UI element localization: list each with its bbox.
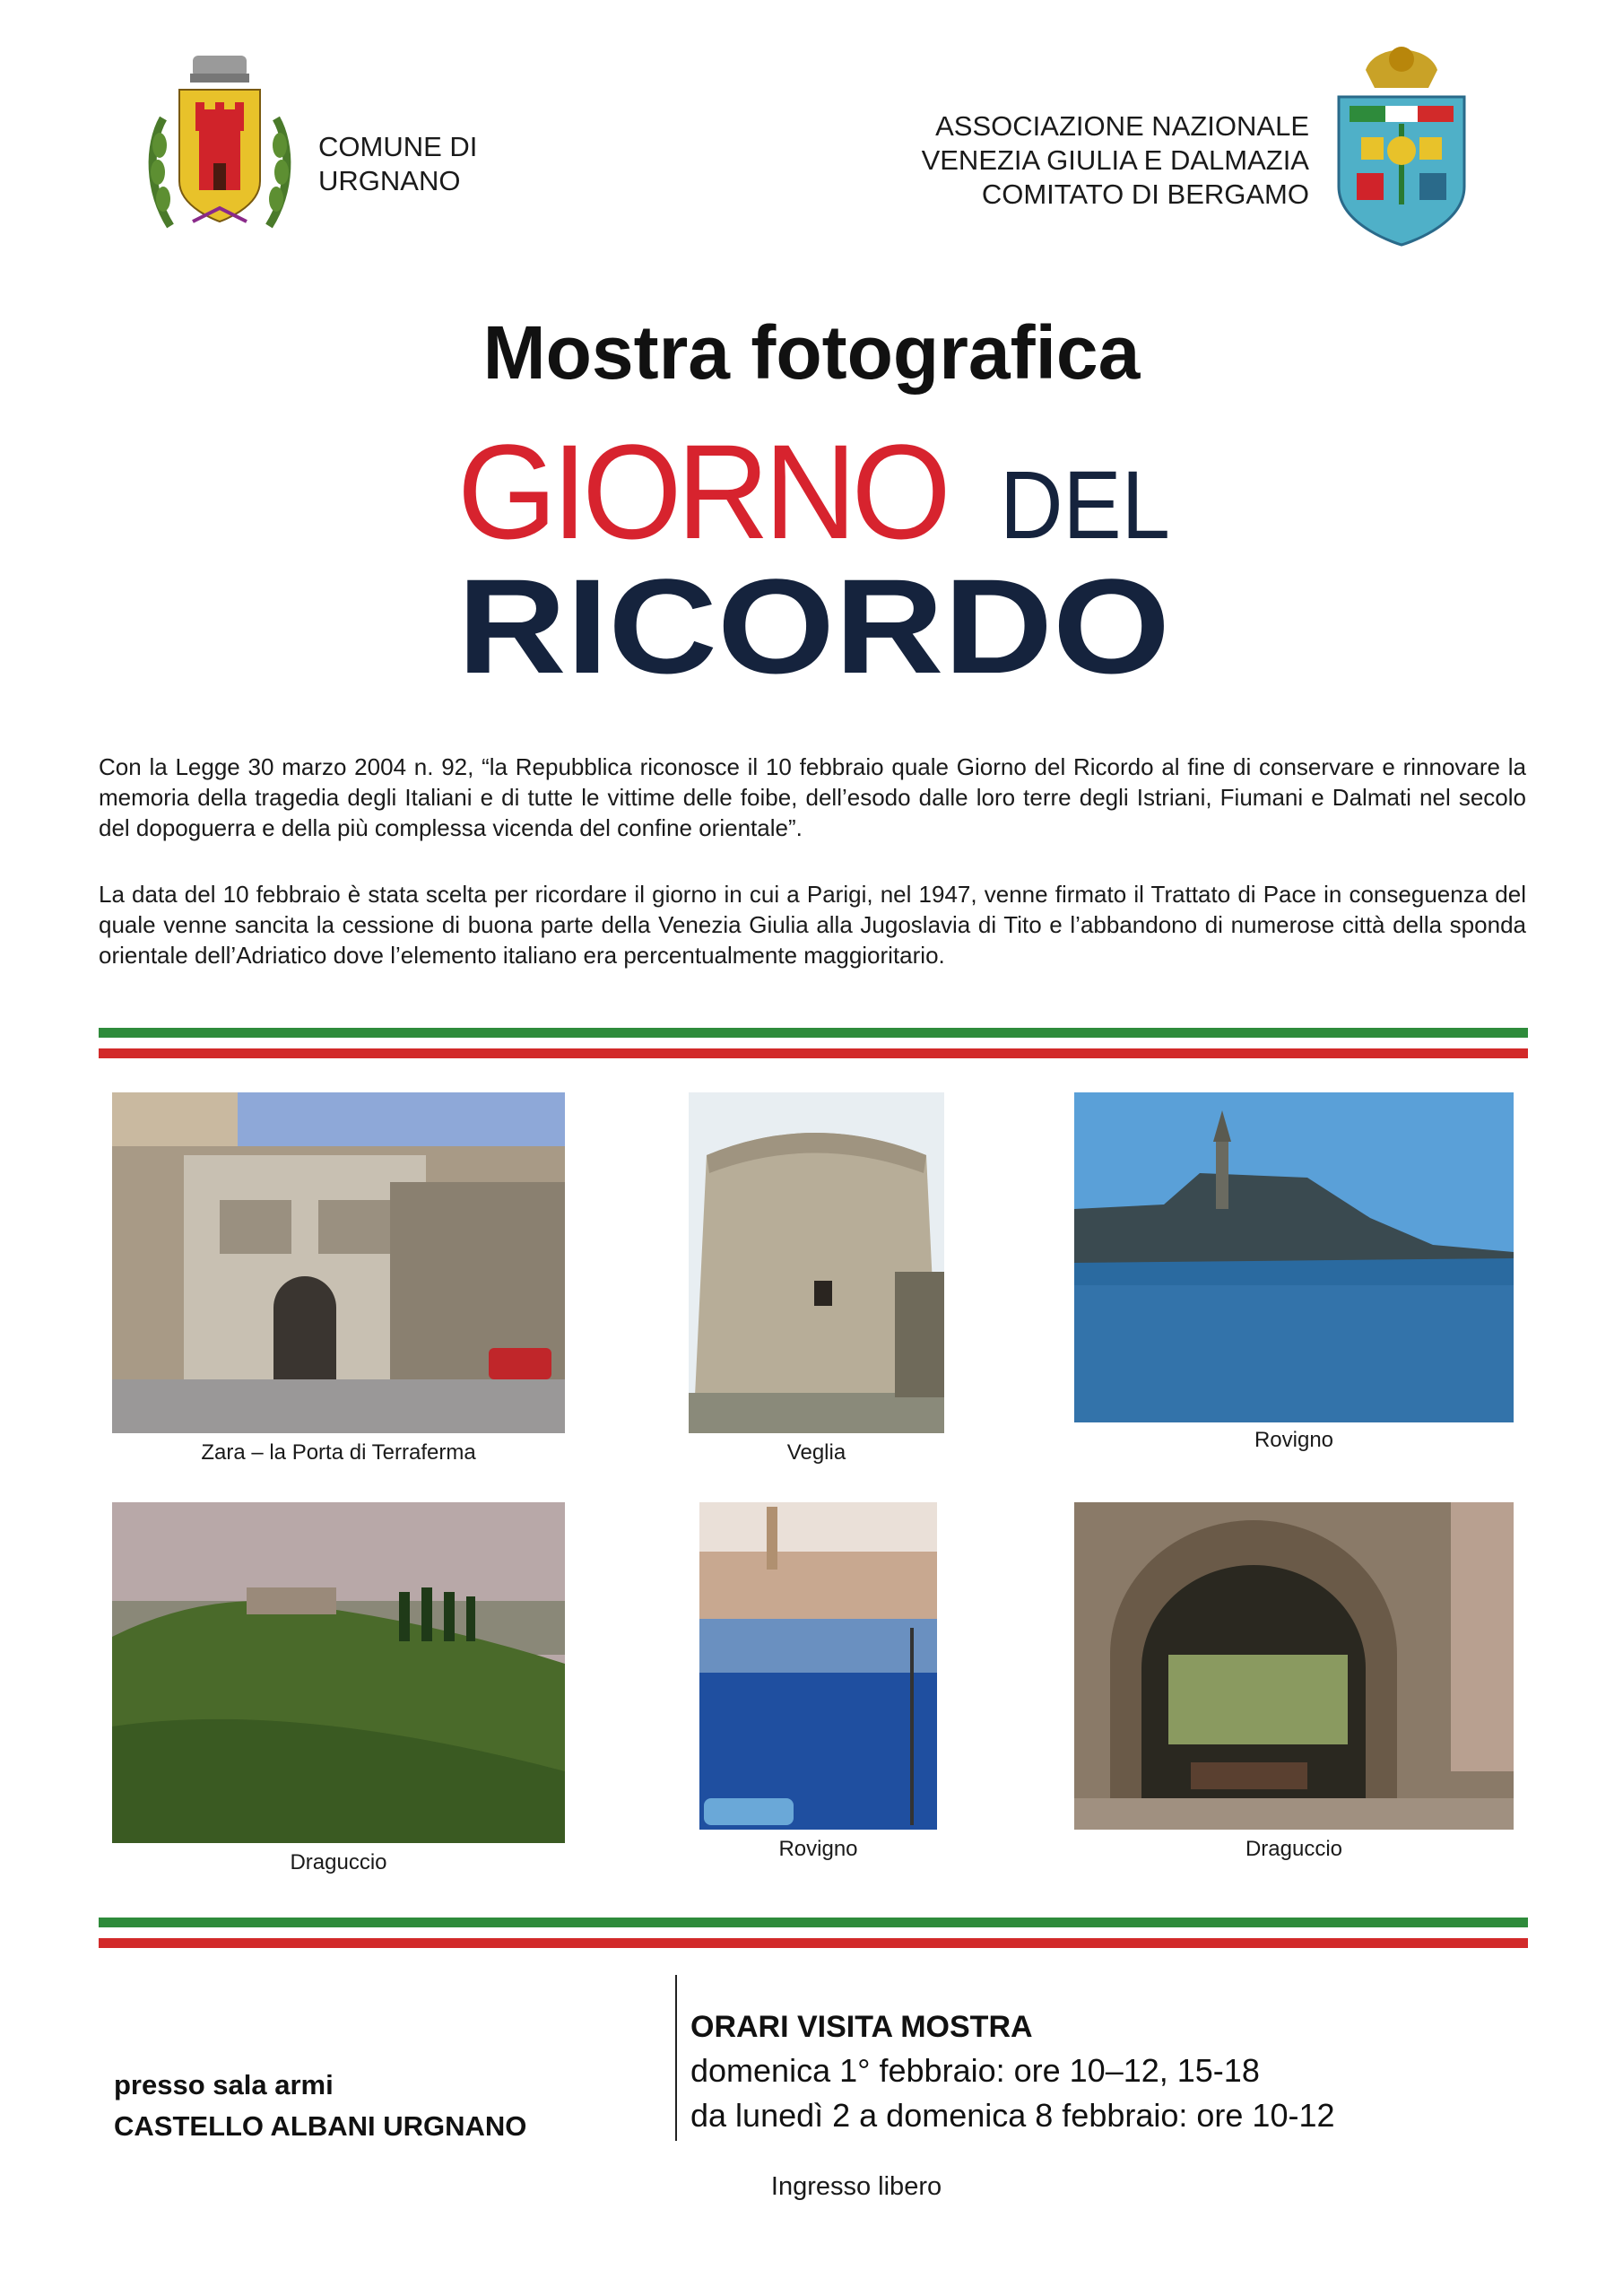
page-title: Mostra fotografica	[482, 310, 1141, 395]
municipality-line1: COMUNE DI	[318, 131, 478, 162]
hours-line-1: domenica 1° febbraio: ore 10–12, 15-18	[690, 2052, 1260, 2089]
svg-text:GIORNO: GIORNO	[457, 416, 946, 567]
tricolor-divider-bottom	[99, 1918, 1528, 1953]
association-line1: ASSOCIAZIONE NAZIONALE	[935, 110, 1309, 142]
svg-text:DEL: DEL	[1000, 450, 1170, 559]
municipality-crest-icon	[143, 47, 296, 239]
svg-text:RICORDO: RICORDO	[457, 551, 1170, 691]
venue-line1: presso sala armi	[114, 2069, 334, 2100]
venue	[114, 2065, 526, 2147]
giorno-del-ricordo-logo	[233, 404, 1399, 691]
entry-note: Ingresso libero	[770, 2172, 942, 2201]
photo-caption-zara: Zara – la Porta di Terraferma	[201, 1440, 476, 1465]
tricolor-divider-top	[99, 1028, 1528, 1064]
association-crest-icon	[1330, 34, 1473, 249]
photo-rovigno-waterfront	[1074, 1092, 1514, 1422]
association-name	[861, 109, 1309, 212]
photo-caption-draguccio-1: Draguccio	[290, 1850, 387, 1874]
municipality-line2: URGNANO	[318, 165, 461, 196]
date-paragraph: La data del 10 febbraio è stata scelta per ricordare il giorno in cui a Parigi, nel 1947, venne firmato il Trattato di Pace in conseguenza del quale venne sancita la cessione di buona parte della Venezia Giulia alla Jugoslavia di Tito e l’abbandono di numerose città della sponda orientale dell’Adriatico dove l’elemento italiano era percentualmente maggioritario.	[99, 881, 1526, 969]
photo-zara-gate	[112, 1092, 565, 1433]
venue-line2: CASTELLO ALBANI URGNANO	[114, 2110, 527, 2142]
photo-rovigno-harbour	[699, 1502, 937, 1830]
photo-caption-rovigno-1: Rovigno	[1254, 1428, 1334, 1452]
photo-caption-rovigno-2: Rovigno	[778, 1837, 858, 1861]
footer-divider	[675, 1975, 677, 2141]
association-line2: VENEZIA GIULIA E DALMAZIA	[921, 144, 1309, 176]
hours-title: ORARI VISITA MOSTRA	[690, 2010, 1033, 2044]
photo-draguccio-landscape	[112, 1502, 565, 1843]
hours-line-2: da lunedì 2 a domenica 8 febbraio: ore 10-12	[690, 2097, 1335, 2134]
photo-draguccio-arch	[1074, 1502, 1514, 1830]
intro-paragraph: Con la Legge 30 marzo 2004 n. 92, “la Repubblica riconosce il 10 febbraio quale Giorno del Ricordo al fine di conservare e rinnovare la memoria della tragedia degli Italiani e di tutte le vittime delle foibe, dell’esodo dalle loro terre degli Istriani, Fiumani e Dalmati nel secolo del dopoguerra e della più complessa vicenda del confine orientale”.	[99, 753, 1526, 841]
photo-veglia-tower	[689, 1092, 944, 1433]
photo-caption-veglia: Veglia	[786, 1440, 846, 1465]
opening-hours	[690, 2005, 1335, 2138]
association-line3: COMITATO DI BERGAMO	[981, 178, 1309, 210]
municipality-name	[318, 130, 477, 198]
photo-caption-draguccio-2: Draguccio	[1245, 1837, 1343, 1861]
